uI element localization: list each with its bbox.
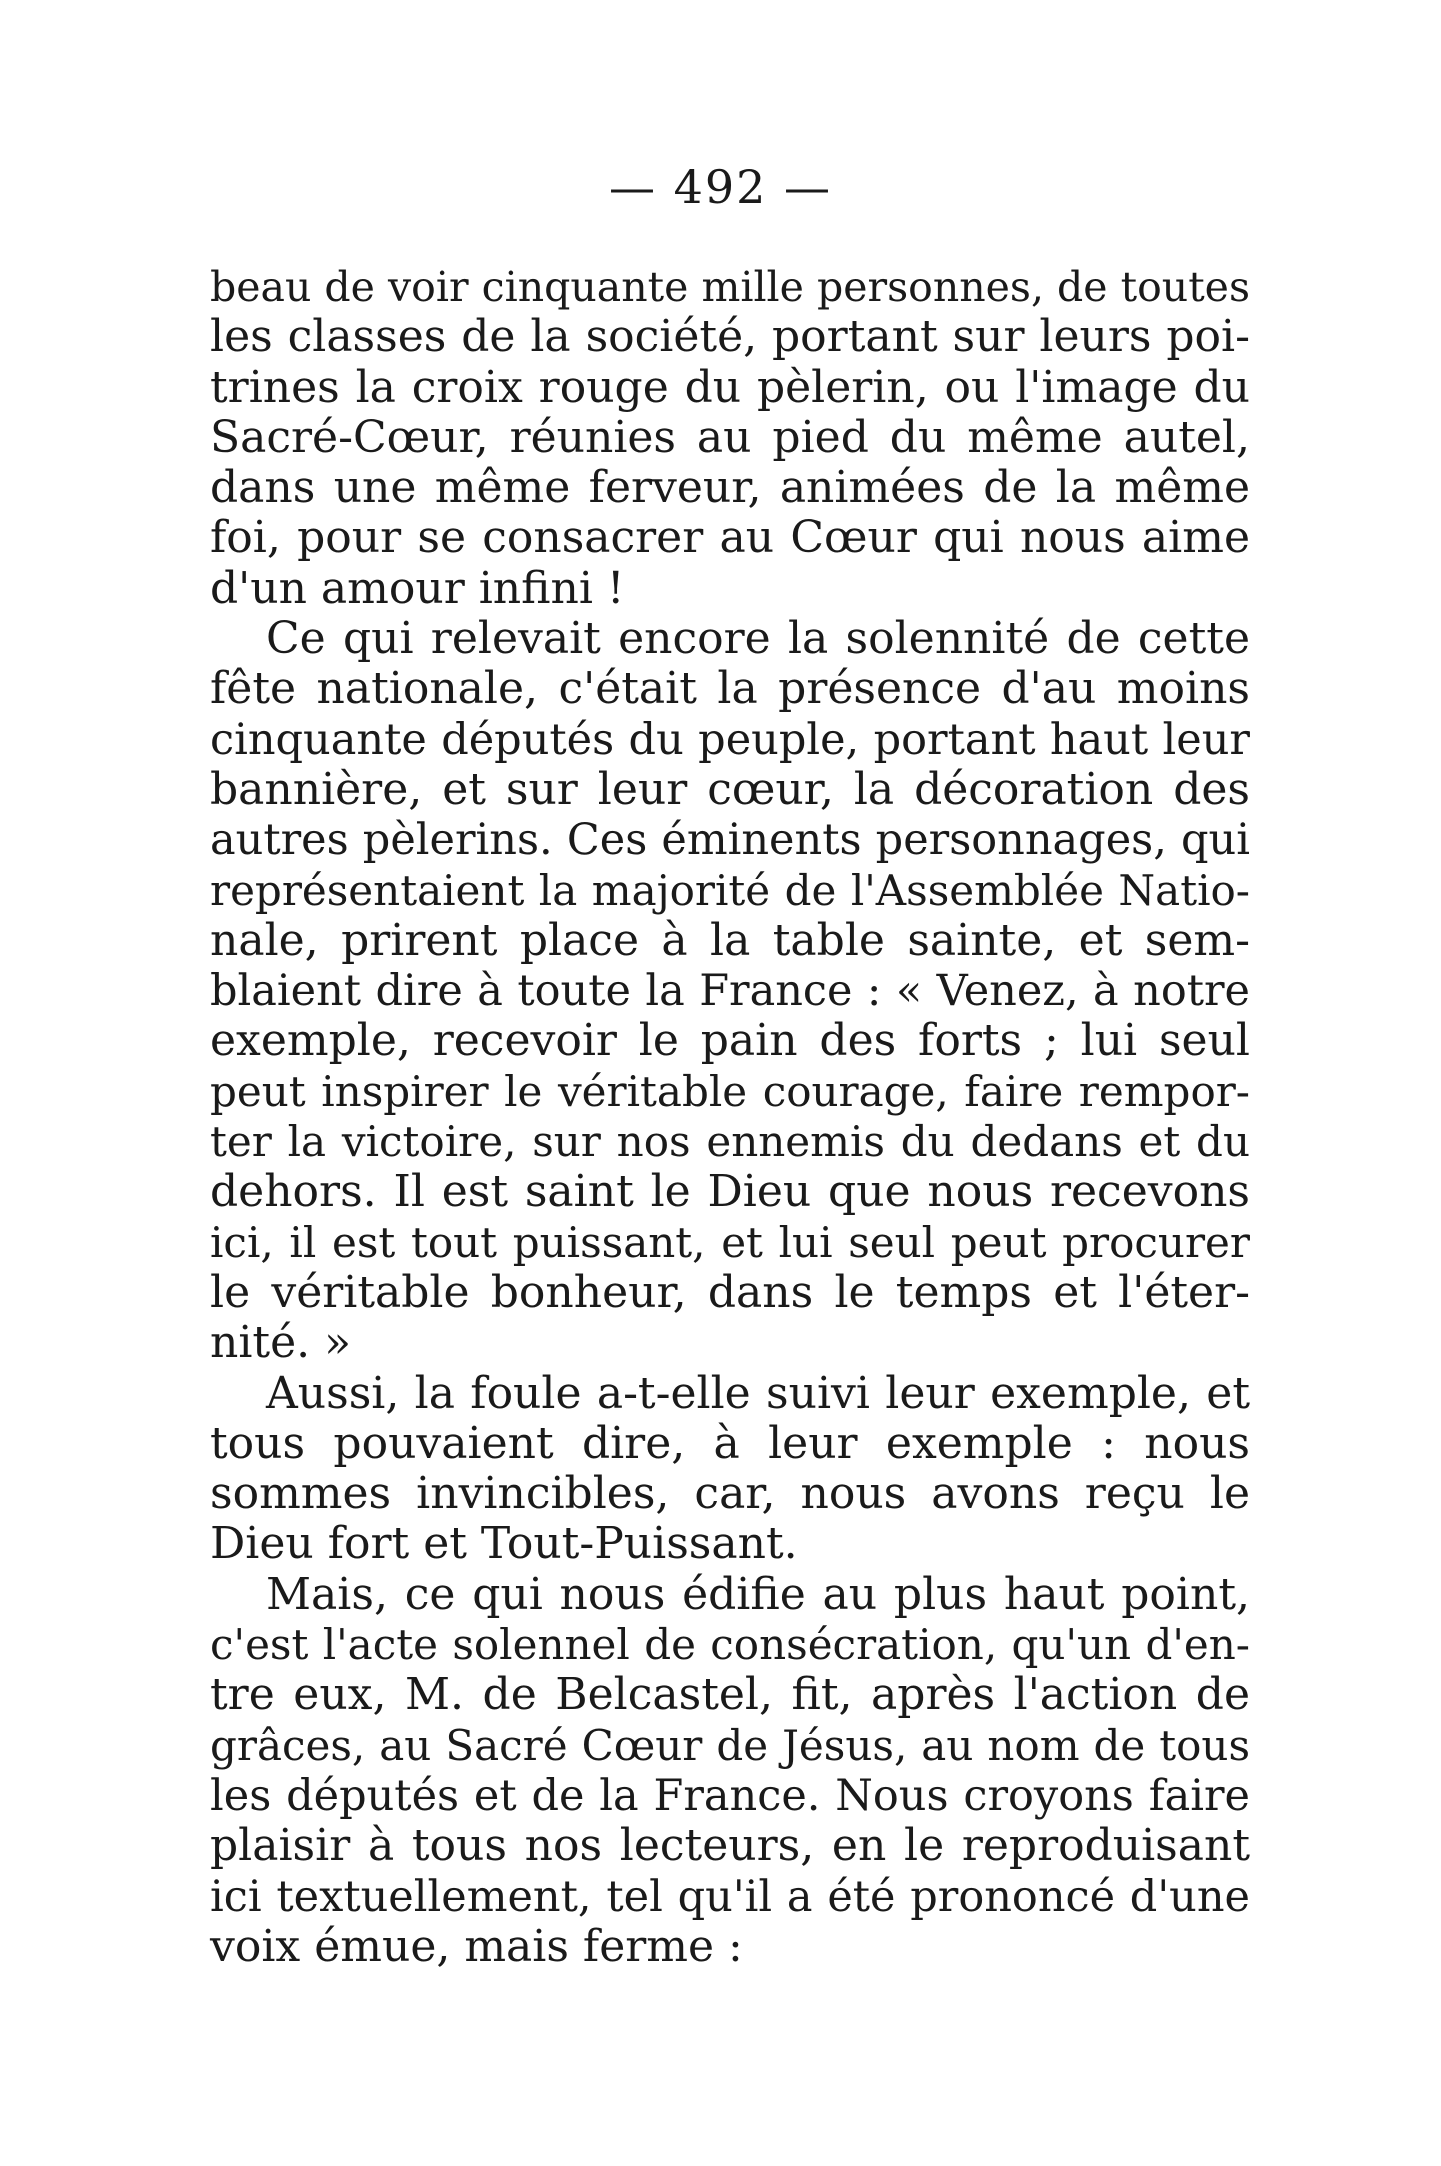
- text-line: c'est l'acte solennel de consécration, qu'un d'en-: [210, 1620, 1250, 1670]
- body-text: [210, 262, 1250, 1972]
- text-line: grâces, au Sacré Cœur de Jésus, au nom de tous: [210, 1720, 1250, 1770]
- text-line: plaisir à tous nos lecteurs, en le reproduisant: [210, 1820, 1250, 1872]
- text-line: d'un amour infini !: [210, 562, 625, 614]
- text-line: cinquante députés du peuple, portant haut leur: [210, 714, 1250, 765]
- text-line: beau de voir cinquante mille personnes, de toutes: [210, 263, 1250, 311]
- text-line: autres pèlerins. Ces éminents personnages, qui: [210, 815, 1250, 866]
- text-line: tous pouvaient dire, à leur exemple : nous: [210, 1417, 1250, 1469]
- text-line: bannière, et sur leur cœur, la décoration des: [210, 763, 1250, 815]
- text-line: tre eux, M. de Belcastel, fit, après l'action de: [210, 1669, 1250, 1721]
- text-line: ter la victoire, sur nos ennemis du dedans et du: [210, 1117, 1250, 1167]
- text-line: les députés et de la France. Nous croyons faire: [210, 1770, 1250, 1821]
- text-line: peut inspirer le véritable courage, faire rempor-: [210, 1066, 1250, 1116]
- text-line: nité. »: [210, 1317, 352, 1369]
- page-number: — 492 —: [608, 160, 833, 214]
- text-line: dehors. Il est saint le Dieu que nous recevons: [210, 1166, 1250, 1218]
- paragraph-start: Aussi, la foule a-t-elle suivi leur exemple, et: [266, 1367, 1250, 1419]
- text-line: nale, prirent place à la table sainte, et sem-: [210, 914, 1250, 966]
- text-line: sommes invincibles, car, nous avons reçu le: [210, 1468, 1250, 1520]
- text-line: voix émue, mais ferme :: [210, 1920, 743, 1972]
- text-line: fête nationale, c'était la présence d'au moins: [210, 663, 1250, 715]
- text-line: représentaient la majorité de l'Assemblée Natio-: [210, 865, 1250, 915]
- text-line: Sacré-Cœur, réunies au pied du même autel,: [210, 411, 1250, 463]
- text-line: le véritable bonheur, dans le temps et l'éter-: [210, 1266, 1250, 1318]
- paragraph-start: Mais, ce qui nous édifie au plus haut point,: [266, 1568, 1250, 1620]
- text-line: blaient dire à toute la France : « Venez, à notre: [210, 966, 1250, 1017]
- text-line: dans une même ferveur, animées de la même: [210, 462, 1250, 514]
- paragraph-start: Ce qui relevait encore la solennité de cette: [266, 613, 1250, 665]
- text-line: exemple, recevoir le pain des forts ; lui seul: [210, 1015, 1250, 1067]
- text-line: trines la croix rouge du pèlerin, ou l'image du: [210, 361, 1250, 413]
- text-line: Dieu fort et Tout-Puissant.: [210, 1518, 798, 1570]
- text-line: foi, pour se consacrer au Cœur qui nous aime: [210, 512, 1250, 564]
- text-line: ici, il est tout puissant, et lui seul peut procurer: [210, 1217, 1250, 1267]
- text-line: les classes de la société, portant sur leurs poi-: [210, 311, 1250, 363]
- text-line: ici textuellement, tel qu'il a été prononcé d'une: [210, 1871, 1250, 1922]
